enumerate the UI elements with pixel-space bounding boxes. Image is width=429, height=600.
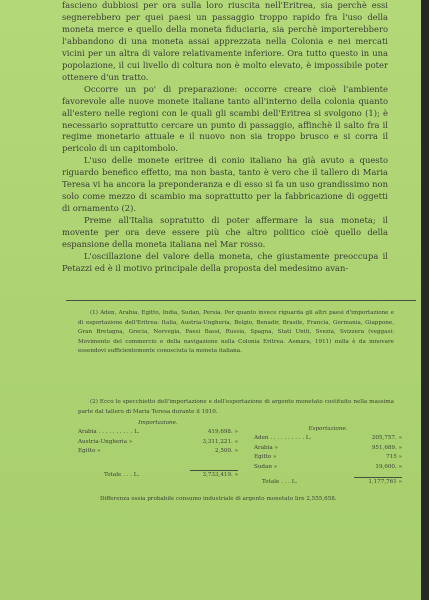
export-total <box>262 479 402 485</box>
export-total-mark: » <box>398 479 402 485</box>
row-label: Arabia <box>78 429 97 436</box>
row-dots: » <box>97 448 101 455</box>
paragraph-3: L'uso delle monete eritree di conio italiano ha già avuto a questo riguardo benefico effetto, ma non basta, tanto è vero che il tallero di Maria Teresa vi ha ancora la preponderanza e di esso si fa un uso grandissimo non solo come mezzo di scambio ma soprattutto per la fabbricazione di oggetti di ornamento (2). <box>62 155 388 214</box>
row-label: Egitto <box>254 454 272 461</box>
row-dots: . . . . . . . . . . L. <box>98 429 140 436</box>
footnote-2 <box>78 398 394 417</box>
footnote-1 <box>78 309 394 357</box>
import-total-mark: » <box>234 472 238 478</box>
row-label: Arabia <box>254 444 273 451</box>
export-table <box>254 425 402 472</box>
page-edge-shadow <box>421 0 429 600</box>
row-value: 951,689. <box>371 444 397 451</box>
footnote-1-text: (1) Aden, Arabia, Egitto, India, Sudan, Persia. Per quanto invece riguarda gli altri paesi d'importazione e di esportazione dell'Eritrea: Italia, Austria-Ungheria, Belgio, Benadir, Brasile, Francia, Germania, Giappone, Gran Bretagna, Grecia, Norvegia, Paesi Bassi, Russia, Spagna, Stati Uniti, Svezia, Svizzera (veggasi: Movimento del commercio e della navigazione nella Colonia Eritrea. Asmara, 1911) nulla è da innovare essendovi sufficientemente conosciuta la moneta italiana. <box>78 310 394 355</box>
export-sum-line <box>354 477 402 478</box>
row-label: Sudan <box>254 463 272 470</box>
import-total <box>104 472 238 478</box>
row-dots: » <box>273 454 277 461</box>
export-total-value: 1,177,761 <box>368 479 397 485</box>
row-dots: . . . . . . . . . . L. <box>270 435 312 442</box>
row-value: 715 <box>386 454 397 461</box>
paragraph-2: Occorre un po' di preparazione: occorre creare cioè l'ambiente favorevole alle nuove monete italiane tanto all'interno della colonia quanto all'estero nelle regioni con le quali gli scambi dell'Eritrea si svolgono (1); è necessario soprattutto cercare un punto di passaggio, affinchè il salto fra il regime monetario attuale e il nuovo non sia troppo brusco e si corra il pericolo di un capitombolo. <box>62 83 388 154</box>
footnote-2-text: (2) Ecco lo specchietto dell'importazione e dell'esportazione di argento monetato costituito nella massima parte dal tallero di Maria Teresa durante il 1910. <box>78 399 394 415</box>
row-dots: » <box>274 444 278 451</box>
row-mark: » <box>234 429 238 436</box>
row-value: 3,311,221. <box>202 438 233 445</box>
import-total-value: 3,733,419. <box>202 472 233 478</box>
row-mark: » <box>234 438 238 445</box>
table-row <box>254 463 402 472</box>
row-dots: » <box>273 463 278 470</box>
row-label: Aden <box>254 435 269 442</box>
footnote-separator <box>66 300 416 301</box>
import-total-label: Totale . . . L. <box>104 472 140 478</box>
main-text <box>62 0 388 275</box>
row-dots: » <box>128 438 133 445</box>
row-value: 2,500. <box>214 448 233 455</box>
table-row <box>78 447 238 456</box>
table-row <box>78 428 238 437</box>
table-row <box>254 453 402 462</box>
row-mark: » <box>398 444 402 451</box>
row-mark: » <box>234 448 238 455</box>
import-table <box>78 419 238 457</box>
paragraph-5: L'oscillazione del valore della moneta, che giustamente preoccupa il Petazzi ed è il motivo principale della proposta del medesimo avan- <box>62 251 388 273</box>
export-heading: Esportazione. <box>308 426 348 432</box>
row-value: 205,757. <box>371 435 397 442</box>
row-value: 19,600. <box>375 463 397 470</box>
row-mark: » <box>398 435 402 442</box>
row-mark: » <box>398 463 402 470</box>
import-sum-line <box>190 470 238 471</box>
row-value: 419,698. <box>207 429 233 436</box>
difference-line: Differenza ossia probabile consumo industriale di argento monetato lire 2,555,658. <box>100 496 337 502</box>
table-row <box>254 434 402 443</box>
row-label: Egitto <box>78 448 96 455</box>
row-label: Austria-Ungheria <box>78 438 128 445</box>
paragraph-1: fascieno dubbiosi per ora sulla loro riuscita nell'Eritrea, sia perchè essi segnerebbero per quei paesi un passaggio troppo rapido fra l'uso della moneta merce e quello della moneta fiduciaria, sia perchè importerebbero l'abbandono di una moneta assai apprezzata nella Colonia e nei mercati vicini per un altra di valore relativamente inferiore. Ora tutto questo in una popolazione, il cui livello di coltura non è molto elevato, è impossibile poter ottenere d'un tratto. <box>62 0 388 82</box>
table-row <box>78 438 238 447</box>
table-row <box>254 444 402 453</box>
import-heading: Importazione. <box>138 420 178 426</box>
row-mark: » <box>398 454 402 461</box>
export-total-label: Totale . . . L. <box>262 479 298 485</box>
paragraph-4: Preme all'Italia sopratutto di poter affermare la sua moneta; il movente per ora deve essere più che altro politico cioè quello della espansione della moneta italiana nel Mar rosso. <box>62 215 388 250</box>
